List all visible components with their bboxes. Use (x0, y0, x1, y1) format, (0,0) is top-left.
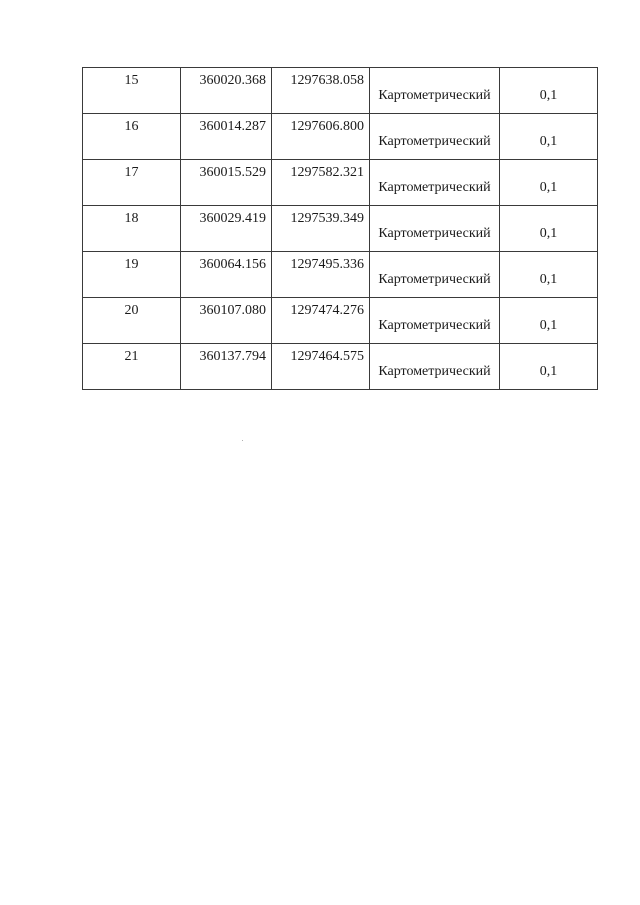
y-coordinate-cell: 1297582.321 (272, 160, 370, 206)
point-number-cell: 21 (83, 344, 181, 390)
x-coordinate-cell: 360015.529 (181, 160, 272, 206)
x-coordinate-cell: 360107.080 (181, 298, 272, 344)
accuracy-cell: 0,1 (500, 160, 598, 206)
table-row (83, 68, 598, 114)
accuracy-cell: 0,1 (500, 114, 598, 160)
point-number-cell: 19 (83, 252, 181, 298)
y-coordinate-cell: 1297638.058 (272, 68, 370, 114)
table-row (83, 206, 598, 252)
accuracy-cell: 0,1 (500, 206, 598, 252)
accuracy-cell: 0,1 (500, 344, 598, 390)
method-cell: Картометрический (370, 344, 500, 390)
point-number-cell: 18 (83, 206, 181, 252)
y-coordinate-cell: 1297464.575 (272, 344, 370, 390)
coordinates-table (82, 67, 598, 390)
method-cell: Картометрический (370, 160, 500, 206)
point-number-cell: 17 (83, 160, 181, 206)
table-row (83, 160, 598, 206)
x-coordinate-cell: 360020.368 (181, 68, 272, 114)
method-cell: Картометрический (370, 114, 500, 160)
point-number-cell: 15 (83, 68, 181, 114)
x-coordinate-cell: 360064.156 (181, 252, 272, 298)
x-coordinate-cell: 360029.419 (181, 206, 272, 252)
y-coordinate-cell: 1297474.276 (272, 298, 370, 344)
method-cell: Картометрический (370, 68, 500, 114)
table-row (83, 344, 598, 390)
point-number-cell: 20 (83, 298, 181, 344)
method-cell: Картометрический (370, 252, 500, 298)
x-coordinate-cell: 360014.287 (181, 114, 272, 160)
table-row (83, 298, 598, 344)
y-coordinate-cell: 1297495.336 (272, 252, 370, 298)
point-number-cell: 16 (83, 114, 181, 160)
accuracy-cell: 0,1 (500, 252, 598, 298)
table-body (83, 68, 598, 390)
method-cell: Картометрический (370, 206, 500, 252)
y-coordinate-cell: 1297606.800 (272, 114, 370, 160)
method-cell: Картометрический (370, 298, 500, 344)
scan-speck (242, 440, 243, 441)
table-row (83, 252, 598, 298)
table-row (83, 114, 598, 160)
accuracy-cell: 0,1 (500, 68, 598, 114)
y-coordinate-cell: 1297539.349 (272, 206, 370, 252)
x-coordinate-cell: 360137.794 (181, 344, 272, 390)
accuracy-cell: 0,1 (500, 298, 598, 344)
